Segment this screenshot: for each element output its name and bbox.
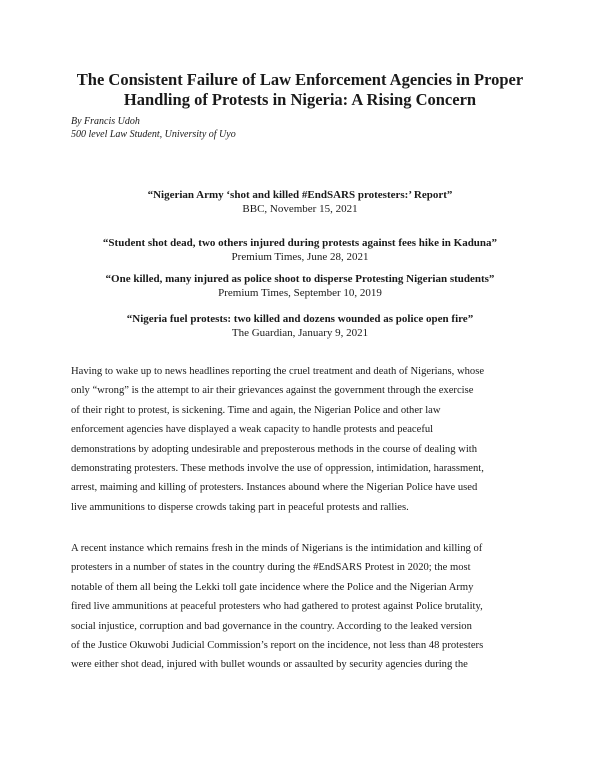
news-quote: [30, 188, 570, 216]
quote-headline: “Student shot dead, two others injured during protests against fees hike in Kaduna”: [102, 237, 498, 249]
news-quote: [30, 312, 570, 340]
body-paragraph: [71, 362, 531, 517]
text-line: only “wrong” is the attempt to air their grievances against the government through the exercise: [71, 385, 474, 397]
text-line: of their right to protest, is sickening. Time and again, the Nigerian Police and other law: [71, 404, 441, 416]
text-line: A recent instance which remains fresh in the minds of Nigerians is the intimidation and killing of: [71, 543, 483, 554]
text-line: notable of them all being the Lekki toll gate incidence where the Police and the Nigerian Army: [71, 581, 474, 593]
text-line: enforcement agencies have displayed a weak capacity to handle protests and peaceful: [71, 424, 434, 436]
title-line: Handling of Protests in Nigeria: A Rising Concern: [123, 90, 477, 109]
text-line: of the Justice Okuwobi Judicial Commission’s report on the incidence, not less than 48 protesters: [71, 640, 484, 652]
title-line: The Consistent Failure of Law Enforcement Agencies in Proper: [76, 70, 524, 89]
text-line: demonstrating protesters. These methods involve the use of oppression, intimidation, harassment,: [71, 463, 484, 475]
article-title: [40, 70, 560, 110]
quote-source: Premium Times, September 10, 2019: [218, 287, 382, 299]
quote-source: BBC, November 15, 2021: [242, 203, 358, 215]
quote-headline: “One killed, many injured as police shoot to disperse Protesting Nigerian students”: [105, 273, 495, 285]
author-affiliation: 500 level Law Student, University of Uyo: [71, 129, 236, 140]
text-line: live ammunitions to disperse crowds taking part in peaceful protests and rallies.: [71, 501, 409, 513]
text-line: arrest, maiming and killing of protesters. Instances abound where the Nigerian Police have used: [71, 482, 478, 494]
text-line: Having to wake up to news headlines reporting the cruel treatment and death of Nigerians, whose: [71, 366, 485, 377]
quote-source: The Guardian, January 9, 2021: [231, 327, 369, 339]
news-quote: [30, 236, 570, 264]
news-quote: [30, 272, 570, 300]
body-paragraph: [71, 539, 531, 675]
text-line: fired live ammunitions at peaceful protesters who had gathered to protest against Police brutality,: [71, 601, 483, 613]
quote-source: Premium Times, June 28, 2021: [231, 251, 369, 263]
byline: [71, 115, 236, 141]
author-name: By Francis Udoh: [71, 116, 140, 127]
quote-headline: “Nigeria fuel protests: two killed and dozens wounded as police open fire”: [126, 313, 474, 325]
text-line: demonstrations by adopting undesirable and preposterous methods in the course of dealing with: [71, 443, 478, 455]
quote-headline: “Nigerian Army ‘shot and killed #EndSARS protesters:’ Report”: [147, 189, 453, 201]
text-line: were either shot dead, injured with bullet wounds or assaulted by security agencies during the: [71, 659, 468, 671]
text-line: social injustice, corruption and bad governance in the country. According to the leaked version: [71, 620, 472, 632]
text-line: protesters in a number of states in the country during the #EndSARS Protest in 2020; the most: [71, 562, 471, 574]
